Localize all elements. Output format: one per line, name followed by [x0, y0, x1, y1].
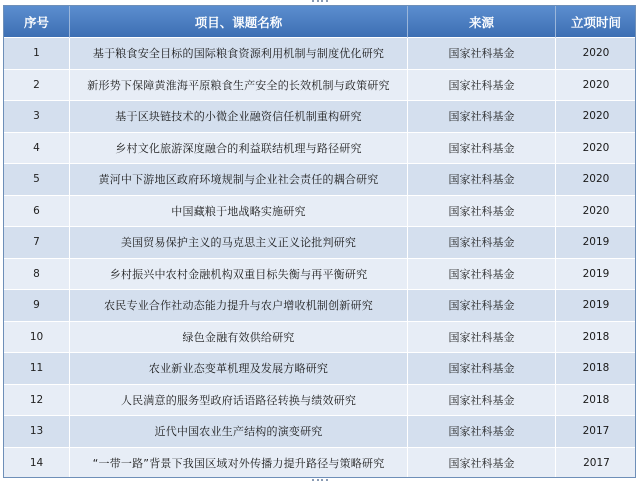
- grip-dot-icon: [317, 479, 319, 481]
- cell-title: 美国贸易保护主义的马克思主义正义论批判研究: [70, 227, 408, 259]
- header-year: 立项时间: [556, 6, 636, 38]
- cell-no: 13: [4, 416, 70, 448]
- cell-year: 2020: [556, 101, 636, 133]
- cell-title: 近代中国农业生产结构的演变研究: [70, 416, 408, 448]
- cell-no: 10: [4, 322, 70, 354]
- cell-year: 2020: [556, 164, 636, 196]
- cell-no: 5: [4, 164, 70, 196]
- grip-dot-icon: [321, 479, 323, 481]
- projects-table-grid: [4, 6, 636, 478]
- cell-no: 12: [4, 385, 70, 417]
- cell-source: 国家社科基金: [408, 416, 556, 448]
- cell-title: 乡村文化旅游深度融合的利益联结机理与路径研究: [70, 133, 408, 165]
- cell-source: 国家社科基金: [408, 38, 556, 70]
- cell-source: 国家社科基金: [408, 353, 556, 385]
- grip-dot-icon: [321, 0, 323, 2]
- cell-source: 国家社科基金: [408, 322, 556, 354]
- resize-handle-bottom[interactable]: [312, 479, 328, 482]
- cell-source: 国家社科基金: [408, 227, 556, 259]
- cell-year: 2020: [556, 196, 636, 228]
- cell-title: 基于粮食安全目标的国际粮食资源利用机制与制度优化研究: [70, 38, 408, 70]
- cell-source: 国家社科基金: [408, 385, 556, 417]
- grip-dot-icon: [317, 0, 319, 2]
- cell-title: 基于区块链技术的小微企业融资信任机制重构研究: [70, 101, 408, 133]
- cell-source: 国家社科基金: [408, 196, 556, 228]
- cell-title: “一带一路”背景下我国区域对外传播力提升路径与策略研究: [70, 448, 408, 479]
- cell-title: 绿色金融有效供给研究: [70, 322, 408, 354]
- cell-year: 2017: [556, 416, 636, 448]
- cell-no: 2: [4, 70, 70, 102]
- cell-year: 2018: [556, 353, 636, 385]
- header-title: 项目、课题名称: [70, 6, 408, 38]
- cell-year: 2019: [556, 259, 636, 291]
- cell-year: 2020: [556, 38, 636, 70]
- cell-no: 4: [4, 133, 70, 165]
- cell-year: 2018: [556, 385, 636, 417]
- cell-year: 2020: [556, 70, 636, 102]
- header-no: 序号: [4, 6, 70, 38]
- grip-dot-icon: [312, 479, 314, 481]
- cell-source: 国家社科基金: [408, 448, 556, 479]
- cell-no: 9: [4, 290, 70, 322]
- cell-title: 中国藏粮于地战略实施研究: [70, 196, 408, 228]
- cell-year: 2020: [556, 133, 636, 165]
- cell-no: 3: [4, 101, 70, 133]
- cell-source: 国家社科基金: [408, 133, 556, 165]
- cell-no: 7: [4, 227, 70, 259]
- cell-no: 1: [4, 38, 70, 70]
- cell-no: 6: [4, 196, 70, 228]
- cell-source: 国家社科基金: [408, 259, 556, 291]
- cell-title: 人民满意的服务型政府话语路径转换与绩效研究: [70, 385, 408, 417]
- cell-title: 乡村振兴中农村金融机构双重目标失衡与再平衡研究: [70, 259, 408, 291]
- cell-no: 14: [4, 448, 70, 479]
- cell-year: 2018: [556, 322, 636, 354]
- resize-handle-top[interactable]: [312, 0, 328, 3]
- cell-year: 2019: [556, 290, 636, 322]
- cell-source: 国家社科基金: [408, 101, 556, 133]
- cell-source: 国家社科基金: [408, 70, 556, 102]
- cell-title: 黄河中下游地区政府环境规制与企业社会责任的耦合研究: [70, 164, 408, 196]
- cell-source: 国家社科基金: [408, 164, 556, 196]
- projects-table: [3, 5, 636, 478]
- grip-dot-icon: [312, 0, 314, 2]
- grip-dot-icon: [326, 479, 328, 481]
- cell-no: 8: [4, 259, 70, 291]
- grip-dot-icon: [326, 0, 328, 2]
- header-source: 来源: [408, 6, 556, 38]
- cell-year: 2017: [556, 448, 636, 479]
- cell-no: 11: [4, 353, 70, 385]
- cell-title: 农业新业态变革机理及发展方略研究: [70, 353, 408, 385]
- cell-title: 新形势下保障黄淮海平原粮食生产安全的长效机制与政策研究: [70, 70, 408, 102]
- cell-source: 国家社科基金: [408, 290, 556, 322]
- cell-title: 农民专业合作社动态能力提升与农户增收机制创新研究: [70, 290, 408, 322]
- cell-year: 2019: [556, 227, 636, 259]
